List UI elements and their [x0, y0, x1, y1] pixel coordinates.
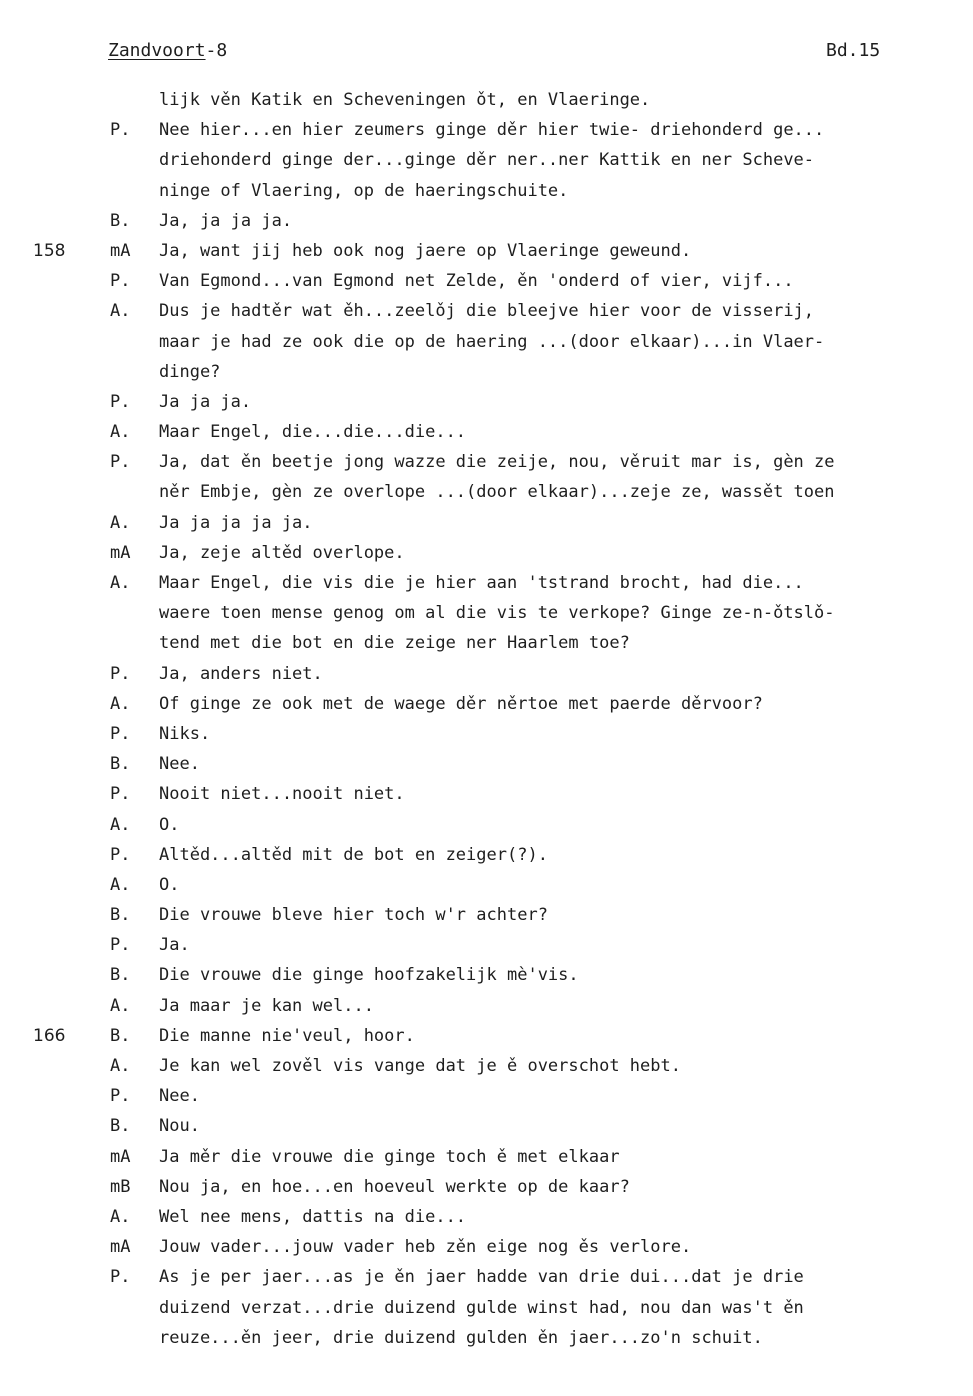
header-place: Zandvoort [108, 40, 206, 61]
transcript-line [0, 694, 973, 724]
line-text: maar je had ze ook die op de haering ...(door elkaar)...in Vlaer- [159, 331, 825, 352]
transcript-line [0, 905, 973, 935]
speaker-label: A. [110, 995, 131, 1016]
speaker-label: A. [110, 1056, 131, 1076]
transcript-line [0, 392, 973, 422]
line-text: Niks. [159, 723, 211, 744]
speaker-label: P. [110, 935, 131, 956]
speaker-label: B. [110, 905, 131, 926]
line-text: As je per jaer...as je ěn jaer hadde van drie dui...dat je drie [159, 1267, 804, 1288]
line-text: Ja, dat ěn beetje jong wazze die zeije, nou, věruit mar is, gèn ze [159, 452, 835, 473]
speaker-label: mA [110, 240, 131, 261]
transcript-line [0, 271, 973, 301]
line-text: duizend verzat...drie duizend gulde winst had, nou dan was't ěn [159, 1297, 804, 1318]
speaker-label: B. [110, 754, 131, 775]
transcript-line [0, 1267, 973, 1297]
transcript-line [0, 875, 973, 905]
transcript-line [0, 513, 973, 543]
line-text: Nooit niet...nooit niet. [159, 784, 405, 805]
speaker-label: B. [110, 1116, 131, 1137]
speaker-label: A. [110, 1206, 131, 1227]
line-text: Nee. [159, 1086, 200, 1107]
speaker-label: A. [110, 301, 131, 322]
line-text: dinge? [159, 361, 221, 382]
line-text: Je kan wel zověl vis vange dat je ě overschot hebt. [159, 1056, 681, 1076]
line-text: Nee hier...en hier zeumers ginge děr hier twie- driehonderd ge... [159, 120, 825, 141]
line-text: Maar Engel, die...die...die... [159, 422, 467, 443]
transcript-line [0, 543, 973, 573]
transcript-line [0, 90, 973, 120]
transcript-line [0, 1177, 973, 1207]
speaker-label: P. [110, 723, 131, 744]
speaker-label: P. [110, 1267, 131, 1288]
speaker-label: P. [110, 1086, 131, 1107]
transcript-line [0, 332, 973, 362]
transcript-body [0, 90, 973, 1358]
speaker-label: mA [110, 542, 131, 563]
transcript-line [0, 1298, 973, 1328]
line-text: Maar Engel, die vis die je hier aan 'tstrand brocht, had die... [159, 573, 804, 593]
line-text: Ja, anders niet. [159, 663, 323, 684]
transcript-line [0, 362, 973, 392]
line-number: 166 [33, 1025, 66, 1046]
transcript-line [0, 120, 973, 150]
transcript-line [0, 1086, 973, 1116]
line-text: Ja. [159, 935, 190, 956]
line-text: Die vrouwe die ginge hoofzakelijk mè'vis. [159, 965, 579, 986]
speaker-label: B. [110, 965, 131, 986]
line-text: Nee. [159, 754, 200, 775]
line-text: Ja, zeje altěd overlope. [159, 542, 405, 563]
line-text: něr Embje, gèn ze overlope ...(door elkaar)...zeje ze, wassět toen [159, 482, 835, 503]
line-text: Nou ja, en hoe...en hoeveul werkte op de kaar? [159, 1176, 630, 1197]
line-text: Die vrouwe bleve hier toch w'r achter? [159, 905, 548, 926]
line-text: Ja měr die vrouwe die ginge toch ě met elkaar [159, 1146, 620, 1167]
transcript-line [0, 935, 973, 965]
speaker-label: mA [110, 1146, 131, 1167]
speaker-label: P. [110, 452, 131, 473]
header-volume: Bd.15 [826, 40, 881, 61]
transcript-line [0, 150, 973, 180]
line-text: Jouw vader...jouw vader heb zěn eige nog ěs verlore. [159, 1237, 692, 1258]
transcript-line [0, 573, 973, 603]
line-text: O. [159, 814, 180, 835]
line-text: Ja, ja ja ja. [159, 210, 293, 231]
transcript-line [0, 482, 973, 512]
header-suffix: -8 [205, 40, 228, 61]
speaker-label: mA [110, 1237, 131, 1258]
transcript-line [0, 1056, 973, 1086]
transcript-line [0, 996, 973, 1026]
speaker-label: A. [110, 422, 131, 443]
transcript-line [0, 633, 973, 663]
transcript-line [0, 1116, 973, 1146]
line-text: Of ginge ze ook met de waege děr něrtoe met paerde děrvoor? [159, 693, 763, 714]
transcript-line [0, 603, 973, 633]
line-text: Nou. [159, 1116, 200, 1137]
transcript-line [0, 1328, 973, 1358]
line-text: Dus je hadtěr wat ěh...zeelǒj die bleejve hier voor de visserij, [159, 301, 815, 322]
transcript-line [0, 815, 973, 845]
speaker-label: P. [110, 663, 131, 684]
speaker-label: P. [110, 271, 131, 292]
speaker-label: P. [110, 784, 131, 805]
transcript-line [0, 754, 973, 784]
transcript-line [0, 724, 973, 754]
line-text: Van Egmond...van Egmond net Zelde, ěn 'onderd of vier, vijf... [159, 271, 794, 292]
line-text: Wel nee mens, dattis na die... [159, 1206, 467, 1227]
transcript-line [0, 1026, 973, 1056]
transcript-line [0, 784, 973, 814]
transcript-line [0, 422, 973, 452]
line-text: Ja ja ja ja ja. [159, 512, 313, 533]
line-text: ninge of Vlaering, op de haeringschuite. [159, 180, 569, 201]
transcript-line [0, 664, 973, 694]
transcript-line [0, 965, 973, 995]
line-text: Ja ja ja. [159, 391, 252, 412]
line-text: reuze...ěn jeer, drie duizend gulden ěn jaer...zo'n schuit. [159, 1327, 763, 1348]
speaker-label: P. [110, 120, 131, 141]
line-text: Ja, want jij heb ook nog jaere op Vlaeringe geweund. [159, 240, 692, 261]
line-text: driehonderd ginge der...ginge děr ner..ner Kattik en ner Scheve- [159, 150, 815, 171]
transcript-line [0, 301, 973, 331]
line-text: waere toen mense genog om al die vis te verkope? Ginge ze-n-ǒtslǒ- [159, 603, 835, 624]
speaker-label: A. [110, 573, 131, 593]
speaker-label: P. [110, 391, 131, 412]
speaker-label: A. [110, 693, 131, 714]
transcript-line [0, 452, 973, 482]
transcript-line [0, 845, 973, 875]
transcript-line [0, 241, 973, 271]
speaker-label: A. [110, 512, 131, 533]
page-header-left [108, 40, 227, 61]
speaker-label: mB [110, 1176, 131, 1197]
line-text: tend met die bot en die zeige ner Haarlem toe? [159, 633, 630, 654]
line-number: 158 [33, 240, 66, 261]
transcript-line [0, 211, 973, 241]
speaker-label: P. [110, 844, 131, 865]
speaker-label: A. [110, 814, 131, 835]
speaker-label: A. [110, 874, 131, 895]
speaker-label: B. [110, 210, 131, 231]
line-text: Die manne nie'veul, hoor. [159, 1025, 415, 1046]
transcript-line [0, 1147, 973, 1177]
speaker-label: B. [110, 1025, 131, 1046]
line-text: Ja maar je kan wel... [159, 995, 374, 1016]
line-text: Altěd...altěd mit de bot en zeiger(?). [159, 844, 548, 865]
line-text: lijk věn Katik en Scheveningen ǒt, en Vlaeringe. [159, 90, 651, 110]
transcript-line [0, 1207, 973, 1237]
transcript-line [0, 1237, 973, 1267]
line-text: O. [159, 874, 180, 895]
transcript-line [0, 181, 973, 211]
